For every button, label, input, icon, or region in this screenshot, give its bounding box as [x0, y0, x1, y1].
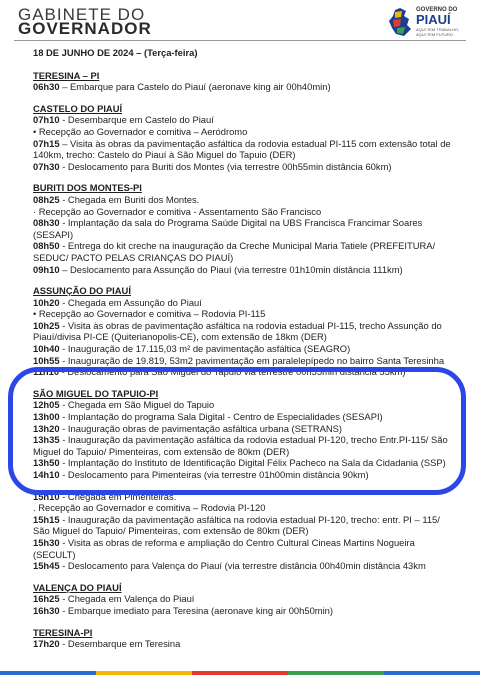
agenda-item — [33, 194, 453, 206]
agenda-item — [33, 560, 453, 572]
agenda-item-time: 10h25 — [33, 319, 60, 331]
agenda-item-time: 13h50 — [33, 457, 60, 469]
piaui-map-icon — [386, 7, 414, 37]
agenda-item-time: 16h30 — [33, 604, 60, 616]
agenda-item-time: 13h20 — [33, 422, 60, 434]
agenda-item-text: . Recepção ao Governador e comitiva – Rodovia PI-120 — [33, 502, 266, 514]
agenda-item-time: 13h35 — [33, 434, 60, 446]
agenda-item — [33, 605, 453, 617]
agenda-item-time: 08h50 — [33, 240, 60, 252]
agenda-item-text: • Recepção ao Governador e comitiva – Rodovia PI-115 — [33, 308, 266, 320]
agenda-item — [33, 81, 453, 93]
agenda-item — [33, 537, 453, 560]
section-title: TERESINA – PI — [33, 69, 100, 81]
agenda-item-text: - Chegada em Pimenteiras. — [59, 490, 177, 502]
agenda-sections — [33, 70, 453, 650]
agenda-item-time: 15h30 — [33, 536, 60, 548]
agenda-item-time: 13h00 — [33, 411, 60, 423]
agenda-section — [33, 182, 453, 275]
agenda-section — [33, 103, 453, 173]
agenda-section — [33, 70, 453, 93]
section-title: VALENÇA DO PIAUÍ — [33, 581, 122, 593]
agenda-item — [33, 114, 453, 126]
agenda-content — [33, 47, 453, 660]
agenda-item-time: 15h15 — [33, 513, 60, 525]
agenda-item-text: – Embarque para Castelo do Piauí (aeronave king air 00h40min) — [59, 81, 331, 93]
agenda-item — [33, 343, 453, 355]
agenda-item-text: - Deslocamento para Buriti dos Montes (via terrestre 00h55min distância 60km) — [59, 160, 392, 172]
logo-state-text: PIAUÍ — [416, 12, 451, 27]
agenda-item-time: 16h25 — [33, 593, 60, 605]
agenda-item-text: - Visita às obras de pavimentação asfáltica na rodovia estadual PI-115, trecho Assunção do Piauí/divisa PI-CE (Quiterianopolis-CE), com extensão de 18km (DER) — [33, 319, 442, 343]
agenda-item — [33, 240, 453, 263]
agenda-item-text: - Inauguração de 19.819, 53m2 pavimentação em paralelepípedo no bairro Santa Teresinha — [59, 354, 445, 366]
hand-drawn-highlight-circle — [8, 367, 466, 495]
agenda-item-text: - Deslocamento para São Miguel do Tapuio via terrestre 00h55min distância 55km) — [59, 366, 406, 378]
governo-piaui-logo — [386, 5, 468, 39]
agenda-item-text: - Embarque imediato para Teresina (aeronave king air 00h50min) — [59, 604, 334, 616]
agenda-item-text: · Recepção ao Governador e comitiva - Assentamento São Francisco — [33, 205, 322, 217]
agenda-item-text: - Inauguração da pavimentação asfáltica na rodovia estadual PI-120, trecho: entr. PI – 115/ São Miguel do Tapuio/ Pimenteiras, com extensão de 80km (DER) — [33, 513, 440, 537]
agenda-item-time: 06h30 — [33, 81, 60, 93]
logo-tagline: AQUI TEM TRABALHO, AQUI TEM FUTURO — [416, 27, 459, 37]
agenda-item-text: - Desembarque em Castelo do Piauí — [59, 114, 214, 126]
agenda-item-text: – Deslocamento para Assunção do Piauí (via terrestre 01h10min distância 111km) — [59, 263, 403, 275]
agenda-item-text: - Inauguração obras de pavimentação asfáltica urbana (SETRANS) — [59, 422, 343, 434]
agenda-item-text: - Inauguração da pavimentação asfáltica da rodovia estadual PI-120, trecho Entr.PI-115/ São Miguel do Tapuio/ Pimenteiras, com extensão de 80km (DER) — [33, 434, 448, 457]
agenda-item-time: 12h05 — [33, 399, 60, 411]
agenda-item-text: - Chegada em São Miguel do Tapuio — [59, 399, 215, 411]
logo-small-text: GOVERNO DO — [416, 7, 458, 13]
agenda-item-time: 10h20 — [33, 296, 60, 308]
agenda-item-text: • Recepção ao Governador e comitiva – Aeródromo — [33, 125, 248, 137]
agenda-item — [33, 138, 453, 161]
agenda-item — [33, 308, 453, 320]
agenda-item-time: 10h55 — [33, 354, 60, 366]
section-title: BURITI DOS MONTES-PI — [33, 182, 142, 194]
agenda-item-text: - Chegada em Assunção do Piauí — [59, 296, 202, 308]
agenda-item — [33, 264, 453, 276]
agenda-item — [33, 355, 453, 367]
agenda-item-text: - Visita as obras de reforma e ampliação do Centro Cultural Cineas Martins Nogueira (SECULT) — [33, 536, 415, 560]
agenda-item — [33, 161, 453, 173]
agenda-item-text: - Implantação do Instituto de Identificação Digital Félix Pacheco na Sala da Cidadania (SSP) — [59, 457, 446, 469]
section-title: CASTELO DO PIAUÍ — [33, 102, 123, 114]
agenda-item — [33, 593, 453, 605]
agenda-item-time: 17h20 — [33, 638, 60, 650]
agenda-item-text: - Implantação do programa Sala Digital - Centro de Especialidades (SESAPI) — [59, 411, 383, 423]
agenda-item-text: – Visita às obras da pavimentação asfáltica da rodovia estadual PI-115 com extensão total de 140km, trecho: Castelo do Piauí à São Miguel do Tapuio (DER) — [33, 137, 451, 161]
agenda-item-text: - Deslocamento para Valença do Piauí (via terrestre distância 00h40min distância 43km — [59, 560, 426, 572]
header-title-line2: GOVERNADOR — [18, 19, 152, 38]
agenda-item-time: 09h10 — [33, 263, 60, 275]
header-divider — [14, 40, 466, 41]
agenda-item-text: - Desembarque em Teresina — [59, 638, 181, 650]
agenda-item — [33, 320, 453, 343]
agenda-item-text: - Entrega do kit creche na inauguração da Creche Municipal Maria Tatiele (PREFEITURA/ SEDUC/ PACTO PELAS CRIANÇAS DO PIAUÍ) — [33, 240, 436, 263]
agenda-section — [33, 582, 453, 617]
agenda-item-text: - Chegada em Buriti dos Montes. — [59, 193, 200, 205]
agenda-item — [33, 638, 453, 650]
agenda-item-text: - Chegada em Valença do Piauí — [59, 593, 195, 605]
agenda-item-time: 08h25 — [33, 193, 60, 205]
agenda-item-time: 07h30 — [33, 160, 60, 172]
agenda-item — [33, 514, 453, 537]
agenda-item — [33, 502, 453, 514]
agenda-item-time: 11h10 — [33, 366, 60, 378]
agenda-item — [33, 126, 453, 138]
footer-color-bar — [0, 671, 480, 675]
agenda-section — [33, 491, 453, 572]
header-title-line1: GABINETE DO — [18, 5, 146, 24]
agenda-section — [33, 285, 453, 378]
agenda-item-time: 10h40 — [33, 343, 60, 355]
agenda-section — [33, 627, 453, 650]
agenda-item-text: - Implantação da sala do Programa Saúde Digital na UBS Francisca Francimar Soares (SESAPI) — [33, 217, 423, 240]
agenda-item-text: - Deslocamento para Pimenteiras (via terrestre 01h00min distância 90km) — [59, 469, 369, 480]
agenda-item — [33, 297, 453, 309]
agenda-item — [33, 206, 453, 218]
document-header — [0, 0, 480, 44]
agenda-date: 18 DE JUNHO DE 2024 – (Terça-feira) — [33, 47, 198, 58]
section-title: ASSUNÇÃO DO PIAUÍ — [33, 285, 131, 297]
section-title: TERESINA-PI — [33, 626, 93, 638]
agenda-item-time: 07h15 — [33, 137, 60, 149]
agenda-item-time: 07h10 — [33, 114, 60, 126]
agenda-item-text: - Inauguração de 17.115,03 m² de pavimentação asfáltica (SEAGRO) — [59, 343, 351, 355]
agenda-item-time: 15h45 — [33, 560, 60, 572]
agenda-item-time: 08h30 — [33, 217, 60, 229]
agenda-item-time: 15h10 — [33, 490, 60, 502]
agenda-item — [33, 217, 453, 240]
agenda-item-time: 14h10 — [33, 469, 60, 480]
section-title: SÃO MIGUEL DO TAPUIO-PI — [33, 387, 159, 399]
